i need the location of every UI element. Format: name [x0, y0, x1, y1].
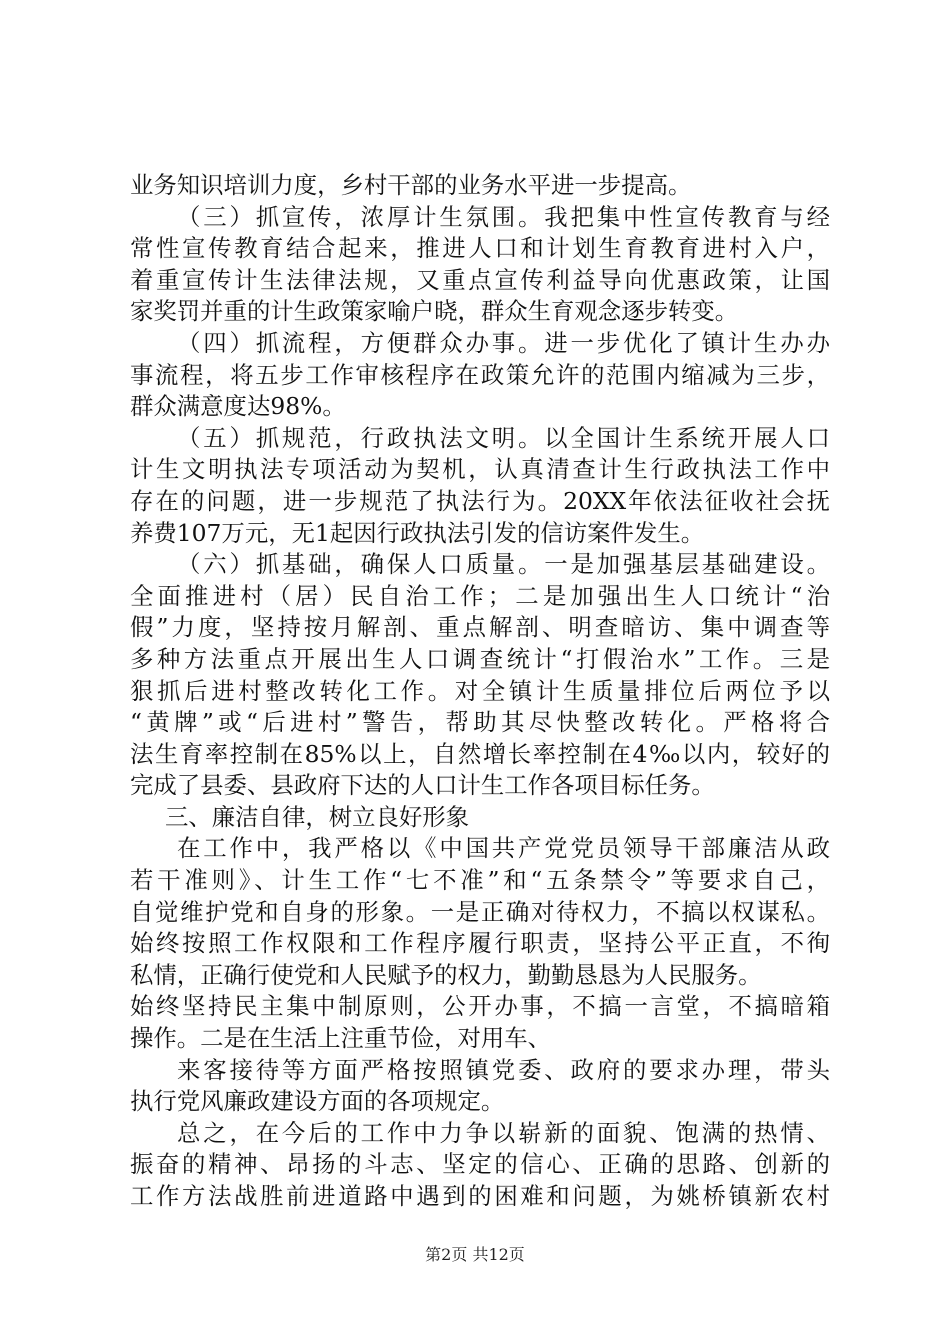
text-line: 常性宣传教育结合起来，推进人口和计划生育教育进村入户，	[130, 234, 830, 263]
text-line: 着重宣传计生法律法规，又重点宣传利益导向优惠政策，让国	[130, 265, 830, 294]
text-line: 全面推进村（居）民自治工作；二是加强出生人口统计“治	[130, 581, 830, 610]
text-line: 假”力度，坚持按月解剖、重点解剖、明查暗访、集中调查等	[130, 613, 830, 642]
text-line: 存在的问题，进一步规范了执法行为。20XX年依法征收社会抚	[130, 486, 830, 515]
text-line: 总之，在今后的工作中力争以崭新的面貌、饱满的热情、	[177, 1118, 830, 1147]
text-line: 自觉维护党和自身的形象。一是正确对待权力，不搞以权谋私。	[130, 897, 830, 926]
text-line: 工作方法战胜前进道路中遇到的困难和问题，为姚桥镇新农村	[130, 1182, 830, 1210]
text-line: 多种方法重点开展出生人口调查统计“打假治水”工作。三是	[130, 644, 830, 673]
text-line: 私情，正确行使党和人民赋予的权力，勤勤恳恳为人民服务。	[130, 960, 762, 989]
document-body	[130, 170, 830, 1213]
text-line: 完成了县委、县政府下达的人口计生工作各项目标任务。	[130, 771, 715, 800]
page-number-footer: 第2页 共12页	[425, 1245, 525, 1264]
text-line: 事流程，将五步工作审核程序在政策允许的范围内缩减为三步，	[130, 360, 830, 389]
text-line: 业务知识培训力度，乡村干部的业务水平进一步提高。	[130, 171, 692, 199]
text-line: （四）抓流程，方便群众办事。进一步优化了镇计生办办	[177, 328, 830, 357]
text-line: （六）抓基础，确保人口质量。一是加强基层基础建设。	[177, 550, 830, 579]
text-line: 执行党风廉政建设方面的各项规定。	[130, 1087, 505, 1116]
text-line: “黄牌”或“后进村”警告，帮助其尽快整改转化。严格将合	[130, 708, 830, 737]
text-line: 始终按照工作权限和工作程序履行职责，坚持公平正直，不徇	[130, 929, 830, 958]
text-line: 养费107万元，无1起因行政执法引发的信访案件发生。	[130, 518, 705, 547]
section-heading: 三、廉洁自律，树立良好形象	[165, 802, 470, 831]
text-line: 来客接待等方面严格按照镇党委、政府的要求办理，带头	[177, 1055, 830, 1084]
text-line: 法生育率控制在85%以上，自然增长率控制在4‰以内，较好的	[130, 739, 830, 768]
text-line: 群众满意度达98%。	[130, 392, 346, 421]
text-line: 始终坚持民主集中制原则，公开办事，不搞一言堂，不搞暗箱	[130, 992, 830, 1021]
text-line: 家奖罚并重的计生政策家喻户晓，群众生育观念逐步转变。	[130, 297, 739, 326]
text-line: （三）抓宣传，浓厚计生氛围。我把集中性宣传教育与经	[177, 202, 830, 231]
text-line: 计生文明执法专项活动为契机，认真清查计生行政执法工作中	[130, 455, 830, 484]
text-line: （五）抓规范，行政执法文明。以全国计生系统开展人口	[177, 423, 830, 452]
text-line: 在工作中，我严格以《中国共产党党员领导干部廉洁从政	[177, 834, 830, 863]
text-line: 狠抓后进村整改转化工作。对全镇计生质量排位后两位予以	[130, 676, 830, 705]
text-line: 若干准则》、计生工作“七不准”和“五条禁令”等要求自己，	[130, 866, 830, 895]
text-line: 振奋的精神、昂扬的斗志、坚定的信心、正确的思路、创新的	[130, 1150, 830, 1179]
text-line: 操作。二是在生活上注重节俭，对用车、	[130, 1024, 552, 1053]
